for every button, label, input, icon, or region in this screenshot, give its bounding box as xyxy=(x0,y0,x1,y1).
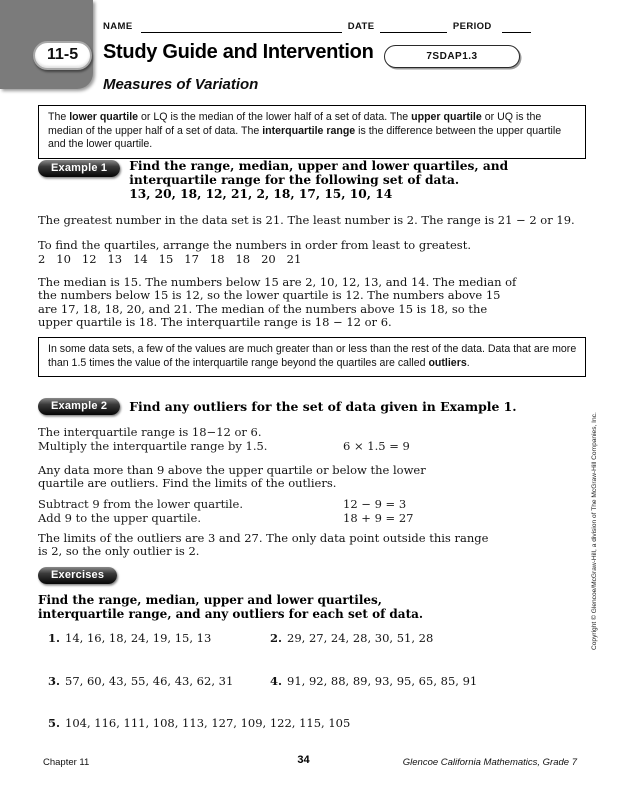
range-paragraph: The greatest number in the data set is 21. The least number is 2. The range is 21 − 2 or 19. xyxy=(38,213,575,227)
exercises-directions: Find the range, median, upper and lower quartiles, interquartile range, and any outliers for each set of data. xyxy=(38,593,424,621)
example-1-data-set: 13, 20, 18, 12, 21, 2, 18, 17, 15, 10, 14 xyxy=(129,186,393,201)
exercise-item-3 xyxy=(48,674,233,688)
exercise-item-5 xyxy=(48,716,350,730)
work-step-multiply xyxy=(38,440,558,453)
student-info-row xyxy=(103,21,531,33)
work-step-iqr: The interquartile range is 18−12 or 6. xyxy=(38,425,262,439)
exercise-item-2 xyxy=(270,631,433,645)
ordered-data-list: 2 10 12 13 14 15 17 18 18 20 21 xyxy=(38,252,302,266)
definition-box-outliers: In some data sets, a few of the values are much greater than or less than the rest of the data. Data that are more than 1.5 times the value of the interquartile range beyond the quartiles are called outliers. xyxy=(38,337,586,377)
exercise-values: 104, 116, 111, 108, 113, 127, 109, 122, 115, 105 xyxy=(65,716,351,730)
example-2-section xyxy=(38,398,517,415)
work-step-multiply-equation: 6 × 1.5 = 9 xyxy=(343,439,410,453)
name-field-line[interactable] xyxy=(141,21,342,33)
page-title: Study Guide and Intervention xyxy=(103,41,374,63)
worksheet-page: NAME DATE PERIOD 11-5 Study Guide and Intervention 7SDAP1.3 Measures of Variation The lower quartile or LQ is the median of the lower half of a set of data. The upper quartile or UQ is the median of the upper half of a set of data. The interquartile range is the difference between the upper quartile and the lower quartile. Example 1 Find the range, median, upper and lower quartiles, and interquartile range for the following set of data. 13, 20, 18, 12, 21, 2, 18, 17, 15, 10, 14 The greatest number in the data set is 21. The least number is 2. The range is 21 − 2 or 19. To find the quartiles, arrange the numbers in order from least to greatest. 2 10 12 13 14 15 17 18 18 20 21 The median is 15. The numbers below 15 are 2, 10, 12, 13, and 14. The median of the numbers below 15 is 12, so the lower quartile is 12. The numbers above 15 are 17, 18, 18, 20, and 21. The median of the numbers above 15 is 18, so the upper quartile is 18. The interquartile range is 18 − 12 or 6. In some data sets, a few of the values are much greater than or less than the rest of the data. Data that are more than 1.5 times the value of the interquartile range beyond the quartiles are called outliers. Example 2 Find any outliers for the set of data given in Example 1. The interquartile range is 18−12 or 6. Multiply the interquartile range by 1.5. 6 × 1.5 = 9 Any data more than 9 above the upper quartile or below the lower quartile are outliers. Find the limits of the outliers. Subtract 9 from the lower quartile. 12 − 9 = 3 Add 9 to the upper quartile. 18 + 9 = 27 The limits of the outliers are 3 and 27. The only data point outside this range is 2, so the only outlier is 2. Exercises Find the range, median, upper and lower quartiles, interquartile range, and any outliers for each set of data. 1. 14, 16, 18, 24, 19, 15, 13 2. 29, 27, 24, 28, 30, 51, 28 3. 57, 60, 43, 55, 46, 43, 62, 31 4. 91, 92, 88, 89, 93, 95, 65, 85, 91 5. 104, 116, 111, 108, 113, 127, 109, 122, 115, 105 Chapter 11 34 Glencoe California Mathematics, Grade 7 Copyright © Glencoe/McGraw-Hill, a division of The McGraw-Hill Companies, Inc. xyxy=(0,0,621,792)
median-paragraph: The median is 15. The numbers below 15 are 2, 10, 12, 13, and 14. The median of the numbers below 15 is 12, so the lower quartile is 12. The numbers above 15 are 17, 18, 18, 20, and 21. The median of the numbers above 15 is 18, so the upper quartile is 18. The interquartile range is 18 − 12 or 6. xyxy=(38,275,517,330)
work-step-subtract xyxy=(38,498,558,511)
footer-book-title: Glencoe California Mathematics, Grade 7 xyxy=(402,757,577,768)
work-step-add-label: Add 9 to the upper quartile. xyxy=(38,511,201,525)
limits-paragraph: Any data more than 9 above the upper quartile or below the lower quartile are outliers. Find the limits of the outliers. xyxy=(38,463,426,491)
exercise-item-1 xyxy=(48,631,211,645)
exercises-badge: Exercises xyxy=(38,567,117,584)
exercise-values: 91, 92, 88, 89, 93, 95, 65, 85, 91 xyxy=(287,674,478,688)
exercise-values: 29, 27, 24, 28, 30, 51, 28 xyxy=(287,631,434,645)
exercise-number: 2. xyxy=(270,631,283,645)
exercise-number: 5. xyxy=(48,716,61,730)
conclusion-paragraph: The limits of the outliers are 3 and 27. The only data point outside this range is 2, so the only outlier is 2. xyxy=(38,531,489,559)
work-step-multiply-label: Multiply the interquartile range by 1.5. xyxy=(38,439,268,453)
work-step-add xyxy=(38,512,558,525)
date-label: DATE xyxy=(347,21,375,32)
exercise-item-4 xyxy=(270,674,477,688)
exercise-number: 1. xyxy=(48,631,61,645)
example-2-prompt: Find any outliers for the set of data given in Example 1. xyxy=(129,399,517,414)
exercise-number: 4. xyxy=(270,674,283,688)
exercise-values: 14, 16, 18, 24, 19, 15, 13 xyxy=(65,631,212,645)
exercise-values: 57, 60, 43, 55, 46, 43, 62, 31 xyxy=(65,674,234,688)
example-1-prompt xyxy=(129,160,508,201)
work-step-add-equation: 18 + 9 = 27 xyxy=(343,511,414,525)
lesson-number-tab: 11-5 xyxy=(33,41,92,70)
exercises-section xyxy=(38,567,117,584)
example-2-badge: Example 2 xyxy=(38,398,120,415)
quartiles-paragraph: To find the quartiles, arrange the numbers in order from least to greatest. xyxy=(38,238,471,252)
date-field-line[interactable] xyxy=(380,21,446,33)
name-label: NAME xyxy=(103,21,133,32)
footer-page-number: 34 xyxy=(297,754,310,766)
example-1-prompt-line: Find the range, median, upper and lower quartiles, and xyxy=(129,159,509,173)
definition-box-quartiles: The lower quartile or LQ is the median of the lower half of a set of data. The upper quartile or UQ is the median of the upper half of a set of data. The interquartile range is the difference between the upper quartile and the lower quartile. xyxy=(38,105,586,159)
example-1-section xyxy=(38,160,508,201)
example-1-badge: Example 1 xyxy=(38,160,120,177)
footer-chapter: Chapter 11 xyxy=(43,757,90,768)
work-step-subtract-label: Subtract 9 from the lower quartile. xyxy=(38,497,244,511)
example-1-prompt-line: interquartile range for the following set of data. xyxy=(129,172,460,187)
period-field-line[interactable] xyxy=(502,21,531,33)
exercise-number: 3. xyxy=(48,674,61,688)
work-step-subtract-equation: 12 − 9 = 3 xyxy=(343,497,407,511)
period-label: PERIOD xyxy=(452,21,492,32)
standard-code-badge: 7SDAP1.3 xyxy=(384,45,520,68)
page-subtitle: Measures of Variation xyxy=(103,76,259,93)
